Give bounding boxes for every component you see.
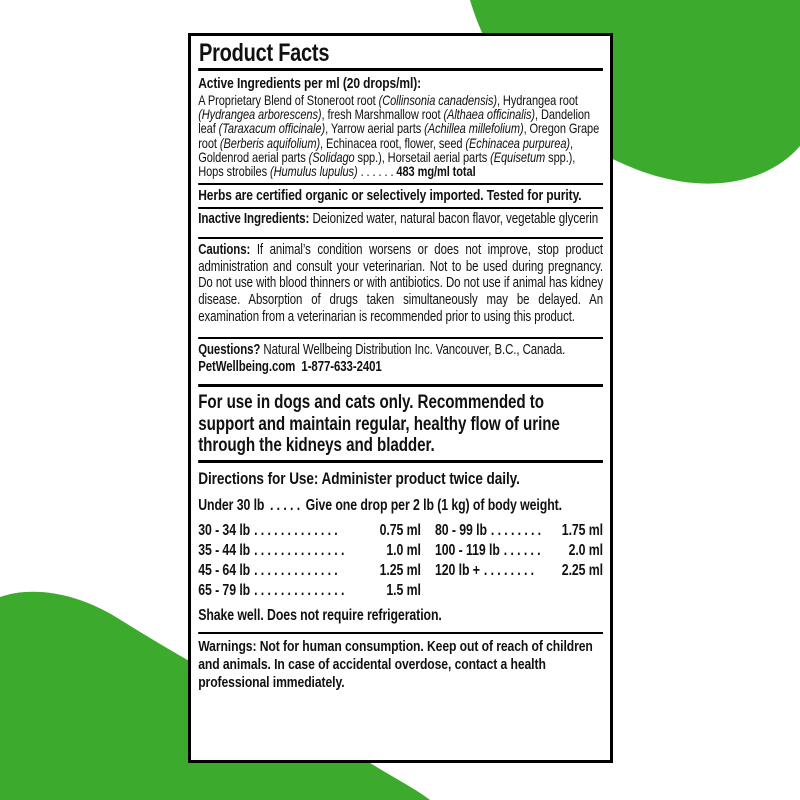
dose-row (198, 581, 421, 601)
section-divider (198, 460, 603, 463)
section-divider (198, 237, 603, 239)
facts-content (191, 36, 610, 691)
dose-leader-dots: . . . . . . . . (490, 522, 542, 540)
dosing-column-left (198, 521, 421, 601)
dose-row (435, 541, 603, 561)
active-ingredients-heading: Active Ingredients per ml (20 drops/ml): (198, 75, 422, 92)
dose-range: 35 - 44 lb (198, 542, 251, 560)
dose-leader-dots: . . . . . . . . . . . . . . (254, 582, 345, 600)
dose-row (198, 541, 421, 561)
dose-range: Under 30 lb (198, 497, 265, 515)
shake-well-note: Shake well. Does not require refrigeration. (198, 607, 442, 625)
dose-range: 45 - 64 lb (198, 562, 251, 580)
website-phone-line: PetWellbeing.com 1-877-633-2401 (198, 359, 382, 376)
dose-range: 30 - 34 lb (198, 522, 251, 540)
dosing-column-right (435, 521, 603, 601)
dosing-table (198, 521, 603, 601)
inactive-ingredients-text: Inactive Ingredients: Deionized water, natural bacon flavor, vegetable glycerin (198, 211, 599, 228)
active-ingredients-text: A Proprietary Blend of Stoneroot root (Collinsonia canadensis), Hydrangea root (Hydrangea arborescens), fresh Marshmallow root (Althaea officinalis), Dandelion leaf (Taraxacum officinale), Yarrow aerial parts (Achillea millefolium), Oregon Grape root (Berberis aquifolium), Echinacea root, flower, seed (Echinacea purpurea), Goldenrod aerial parts (Solidago spp.), Horsetail aerial parts (Equisetum spp.), Hops strobiles (Humulus lupulus) . . . . . . 483 mg/ml total (198, 93, 600, 180)
dose-amount: 1.5 ml (386, 582, 421, 600)
dose-amount: 0.75 ml (379, 522, 421, 540)
under-30lb-row (198, 497, 603, 514)
dose-leader-dots: . . . . . . . . . . . . . (254, 562, 338, 580)
dose-range: 120 lb + (435, 562, 480, 580)
section-divider (198, 337, 603, 339)
dose-amount: 1.0 ml (386, 542, 421, 560)
cautions-text: Cautions: If animal’s condition worsens or does not improve, stop product administration and consult your veterinarian. Not to be used during pregnancy. Do not use with blood thinners or with antibiotics. Do not use if animal has kidney disease. Absorption of drugs taken simultaneously may be delayed. An examination from a veterinarian is recommended prior to using this product. (198, 242, 603, 325)
dose-leader-dots: . . . . . . (503, 542, 541, 560)
dose-range: 100 - 119 lb (435, 542, 500, 560)
dose-row (198, 521, 421, 541)
section-divider (198, 632, 603, 634)
section-divider (198, 384, 603, 387)
dose-amount: 2.25 ml (561, 562, 603, 580)
herbs-certified-note: Herbs are certified organic or selectively imported. Tested for purity. (198, 187, 582, 205)
dose-leader-dots: . . . . . . . . . . . . . . (254, 542, 345, 560)
section-divider (198, 207, 603, 209)
title-divider (198, 68, 603, 71)
dose-row (435, 521, 603, 541)
questions-contact-line: Questions? Natural Wellbeing Distribution Inc. Vancouver, B.C., Canada. (198, 342, 566, 359)
dose-range: 65 - 79 lb (198, 582, 251, 600)
dose-amount: 2.0 ml (568, 542, 603, 560)
warnings-text: Warnings: Not for human consumption. Keep out of reach of children and animals. In case of accidental overdose, contact a health professional immediately. (198, 638, 593, 691)
page-title: Product Facts (199, 39, 330, 67)
dose-leader-dots: . . . . . . . . (483, 562, 535, 580)
dose-leader-dots: . . . . . . . . . . . . . (254, 522, 338, 540)
dose-amount: 1.75 ml (561, 522, 603, 540)
dose-row (198, 561, 421, 581)
section-divider (198, 183, 603, 185)
dose-amount: 1.25 ml (379, 562, 421, 580)
dose-row (435, 561, 603, 581)
directions-heading: Directions for Use: Administer product twice daily. (198, 469, 520, 489)
dose-leader-dots: . . . . . (269, 497, 301, 515)
dose-range: 80 - 99 lb (435, 522, 487, 540)
product-facts-box (188, 33, 613, 763)
intended-use-statement: For use in dogs and cats only. Recommended to support and maintain regular, healthy flow of urine through the kidneys and bladder. (198, 392, 560, 456)
dose-instruction: Give one drop per 2 lb (1 kg) of body weight. (305, 497, 563, 515)
